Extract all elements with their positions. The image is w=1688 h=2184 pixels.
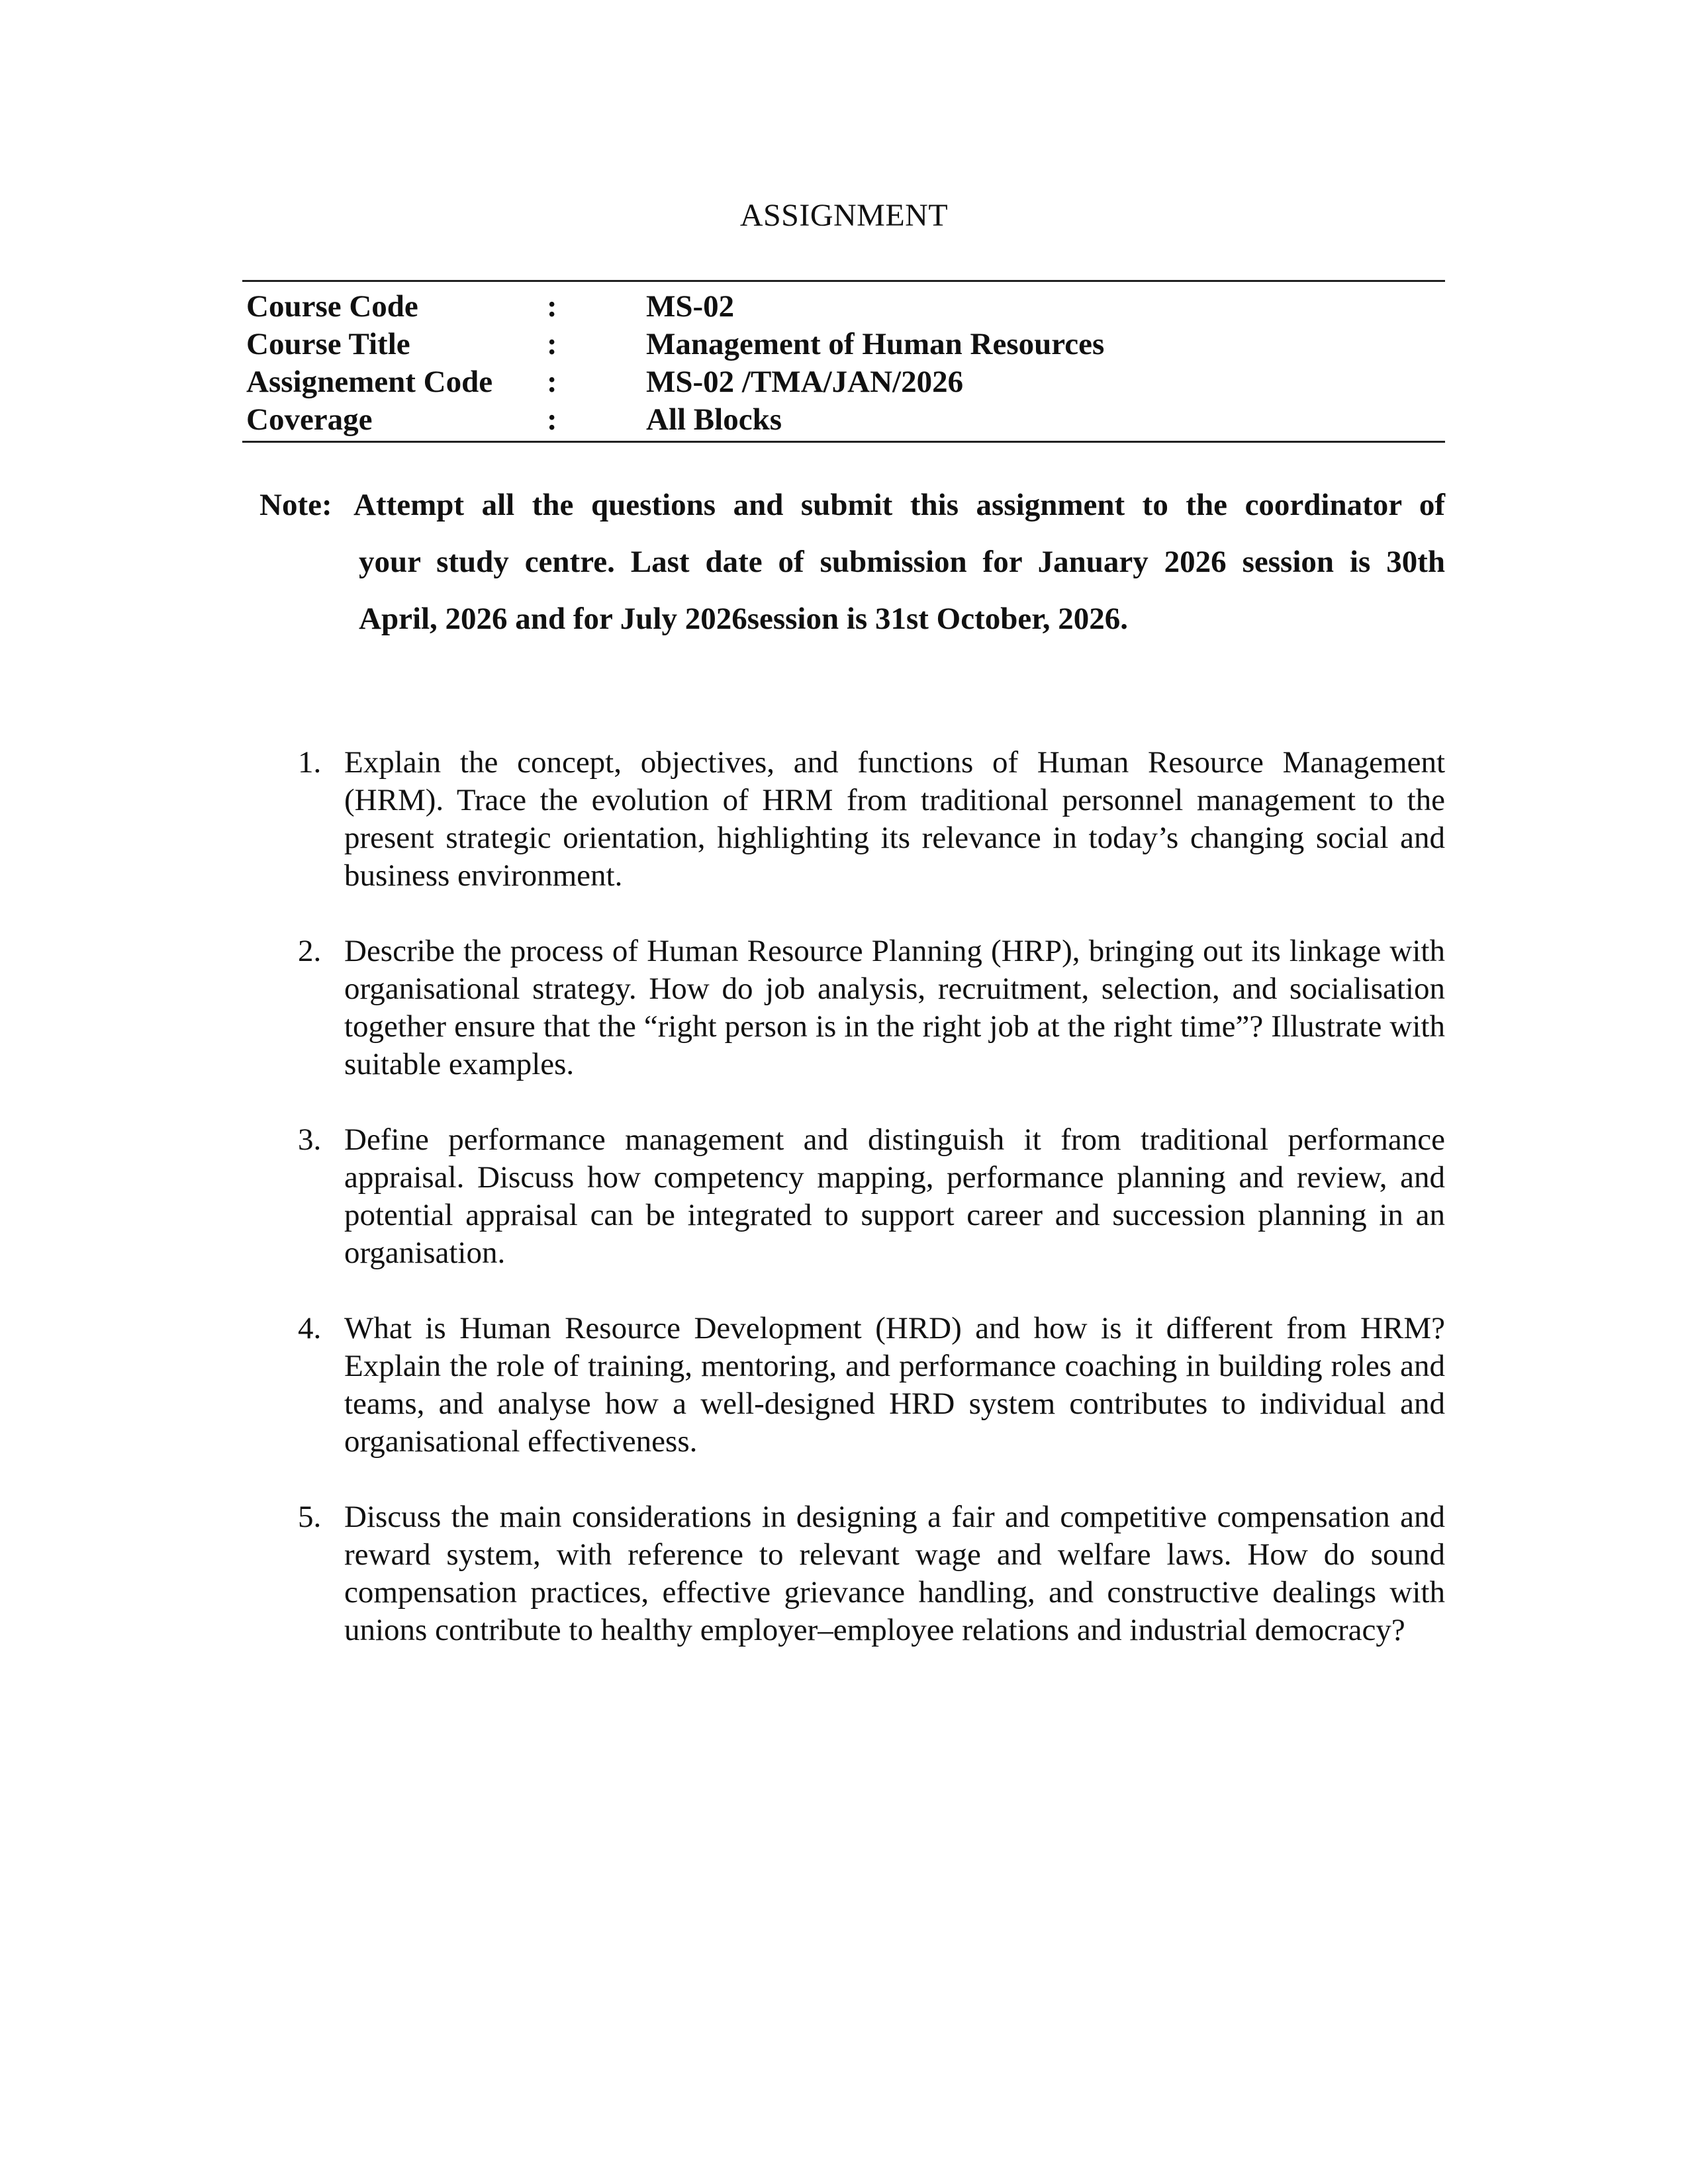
question-text: What is Human Resource Development (HRD) and how is it different from HRM? Explain the role of training, mentoring, and performance coaching in building roles and teams, and analyse how a well-designed HRD system contributes to individual and organisational effectiveness.: [344, 1311, 1445, 1459]
meta-row-assignment-code: [242, 363, 1445, 400]
question-item: [278, 1498, 1445, 1649]
document-title: ASSIGNMENT: [739, 198, 949, 233]
question-item: [278, 933, 1445, 1083]
question-number: 4.: [298, 1311, 322, 1345]
meta-value: All Blocks: [646, 402, 782, 437]
question-list: [278, 744, 1445, 1687]
meta-key: Course Code: [246, 289, 418, 324]
meta-colon: :: [547, 364, 557, 399]
meta-key: Coverage: [246, 402, 373, 437]
question-number: 3.: [298, 1122, 322, 1157]
question-text: Explain the concept, objectives, and functions of Human Resource Management (HRM). Trace the evolution of HRM from traditional personnel management to the present strategic orientation, highlighting its relevance in today’s changing social and business environment.: [344, 745, 1445, 893]
question-number: 5.: [298, 1500, 322, 1534]
meta-row-course-code: [242, 287, 1445, 325]
question-item: [278, 1310, 1445, 1461]
question-text: Define performance management and distinguish it from traditional performance appraisal. Discuss how competency mapping, performance planning and review, and potential appraisal can be integrated to support career and succession planning in an organisation.: [344, 1122, 1445, 1270]
course-info-table: [242, 280, 1445, 443]
question-item: [278, 1121, 1445, 1272]
meta-row-course-title: [242, 325, 1445, 363]
meta-colon: :: [547, 326, 557, 361]
question-item: [278, 744, 1445, 895]
meta-value: MS-02: [646, 289, 735, 324]
question-text: Discuss the main considerations in designing a fair and competitive compensation and reward system, with reference to relevant wage and welfare laws. How do sound compensation practices, effective grievance handling, and constructive dealings with unions contribute to healthy employer–employee relations and industrial democracy?: [344, 1500, 1445, 1647]
meta-colon: :: [547, 402, 557, 437]
note-line-3: April, 2026 and for July 2026session is 31st October, 2026.: [359, 602, 1129, 636]
note-line-2: your study centre. Last date of submission for January 2026 session is 30th: [359, 545, 1445, 579]
question-number: 2.: [298, 934, 322, 968]
question-number: 1.: [298, 745, 322, 780]
submission-note: [259, 477, 1445, 647]
meta-row-coverage: [242, 400, 1445, 438]
meta-key: Assignement Code: [246, 364, 493, 399]
note-label: Note:: [259, 488, 332, 522]
meta-key: Course Title: [246, 326, 410, 361]
meta-value: MS-02 /TMA/JAN/2026: [646, 364, 964, 399]
meta-value: Management of Human Resources: [646, 326, 1105, 361]
question-text: Describe the process of Human Resource Planning (HRP), bringing out its linkage with organisational strategy. How do job analysis, recruitment, selection, and socialisation together ensure that the “right person is in the right job at the right time”? Illustrate with suitable examples.: [344, 934, 1445, 1081]
meta-colon: :: [547, 289, 557, 324]
note-line-1: Attempt all the questions and submit this assignment to the coordinator of: [353, 488, 1445, 522]
